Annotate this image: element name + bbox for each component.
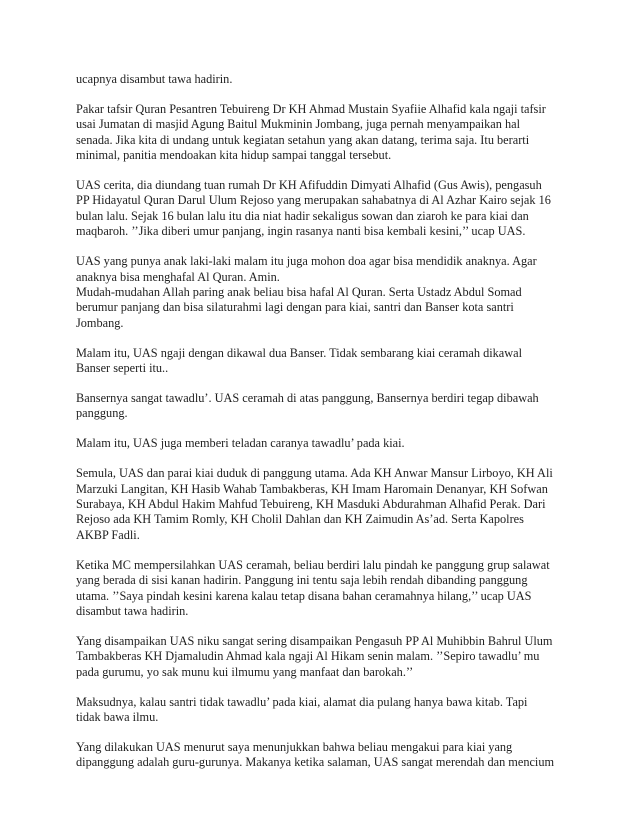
text-line: UAS cerita, dia diundang tuan rumah Dr KH Afifuddin Dimyati Alhafid (Gus Awis), pengasuh — [76, 178, 542, 193]
text-line: Marzuki Langitan, KH Hasib Wahab Tambakberas, KH Imam Haromain Denanyar, KH Sofwan — [76, 481, 548, 496]
paragraph — [76, 634, 554, 680]
paragraph — [76, 436, 554, 451]
text-line: PP Hidayatul Quran Darul Ulum Rejoso yang merupakan sahabatnya di Al Azhar Kairo sejak 16 — [76, 193, 551, 208]
text-line: Mudah-mudahan Allah paring anak beliau bisa hafal Al Quran. Serta Ustadz Abdul Somad — [76, 284, 522, 299]
text-line: bulan lalu. Sejak 16 bulan lalu itu dia niat hadir sekaligus sowan dan ziaroh ke para kiai dan — [76, 208, 529, 223]
text-line: dipanggung adalah guru-gurunya. Makanya ketika salaman, UAS sangat merendah dan mencium — [76, 755, 555, 770]
text-line: AKBP Fadli. — [76, 527, 140, 542]
text-line: tidak bawa ilmu. — [76, 710, 159, 724]
text-line: pada gurumu, yo sak munu kui ilmumu yang manfaat dan barokah.’’ — [76, 664, 414, 679]
paragraph — [76, 102, 554, 164]
text-line: senada. Jika kita di undang untuk kegiatan setahun yang akan datang, terima saja. Itu berarti — [76, 132, 530, 147]
text-line: yang berada di sisi kanan hadirin. Panggung ini tentu saja lebih rendah dibanding panggung — [76, 573, 528, 588]
text-line: Jombang. — [76, 315, 124, 330]
paragraph — [76, 254, 554, 331]
paragraph — [76, 178, 554, 240]
text-line: minimal, panitia mendoakan kita hidup sampai tanggal tersebut. — [76, 148, 392, 163]
text-line: berumur panjang dan bisa silaturahmi lagi dengan para kiai, santri dan Banser kota santri — [76, 300, 514, 315]
text-line: Malam itu, UAS ngaji dengan dikawal dua Banser. Tidak sembarang kiai ceramah dikawal — [76, 345, 522, 360]
paragraph — [76, 391, 554, 422]
paragraph — [76, 346, 554, 377]
text-line: Semula, UAS dan parai kiai duduk di panggung utama. Ada KH Anwar Mansur Lirboyo, KH Ali — [76, 466, 553, 481]
text-line: Ketika MC mempersilahkan UAS ceramah, beliau berdiri lalu pindah ke panggung grup salawat — [76, 557, 550, 572]
text-line: Malam itu, UAS juga memberi teladan caranya tawadlu’ pada kiai. — [76, 436, 405, 451]
paragraph — [76, 466, 554, 543]
paragraph — [76, 695, 554, 726]
text-line: Tambakberas KH Djamaludin Ahmad kala ngaji Al Hikam senin malam. ’’Sepiro tawadlu’ mu — [76, 649, 540, 664]
text-line: Surabaya, KH Abdul Hakim Mahfud Tebuireng, KH Masduki Abdurahman Alhafid Perak. Dari — [76, 497, 546, 512]
paragraph — [76, 740, 554, 771]
text-line: Pakar tafsir Quran Pesantren Tebuireng Dr KH Ahmad Mustain Syafiie Alhafid kala ngaji tafsir — [76, 101, 546, 116]
text-line: usai Jumatan di masjid Agung Baitul Mukminin Jombang, juga pernah menyampaikan hal — [76, 117, 520, 132]
text-line: Bansernya sangat tawadlu’. UAS ceramah di atas panggung, Bansernya berdiri tegap dibawah — [76, 391, 539, 405]
text-line: disambut tawa hadirin. — [76, 603, 189, 618]
text-line: panggung. — [76, 406, 128, 421]
text-line: utama. ’’Saya pindah kesini karena kalau tetap disana bahan ceramahnya hilang,’’ ucap UAS — [76, 588, 532, 603]
article-body — [76, 72, 554, 785]
text-line: anaknya bisa menghafal Al Quran. Amin. — [76, 269, 280, 284]
text-line: Banser seperti itu.. — [76, 361, 169, 376]
text-line: Yang dilakukan UAS menurut saya menunjukkan bahwa beliau mengakui para kiai yang — [76, 739, 513, 754]
text-line: Yang disampaikan UAS niku sangat sering disampaikan Pengasuh PP Al Muhibbin Bahrul Ulum — [76, 633, 553, 648]
text-line: maqbaroh. ’’Jika diberi umur panjang, ingin rasanya nanti bisa kembali kesini,’’ ucap UAS. — [76, 224, 526, 239]
text-line: UAS yang punya anak laki-laki malam itu juga mohon doa agar bisa mendidik anaknya. Agar — [76, 254, 537, 269]
text-line: Rejoso ada KH Tamim Romly, KH Cholil Dahlan dan KH Zaimudin As’ad. Serta Kapolres — [76, 512, 524, 527]
paragraph — [76, 72, 554, 87]
text-line: Maksudnya, kalau santri tidak tawadlu’ pada kiai, alamat dia pulang hanya bawa kitab. Tapi — [76, 694, 528, 709]
paragraph — [76, 558, 554, 620]
text-line: ucapnya disambut tawa hadirin. — [76, 72, 233, 86]
